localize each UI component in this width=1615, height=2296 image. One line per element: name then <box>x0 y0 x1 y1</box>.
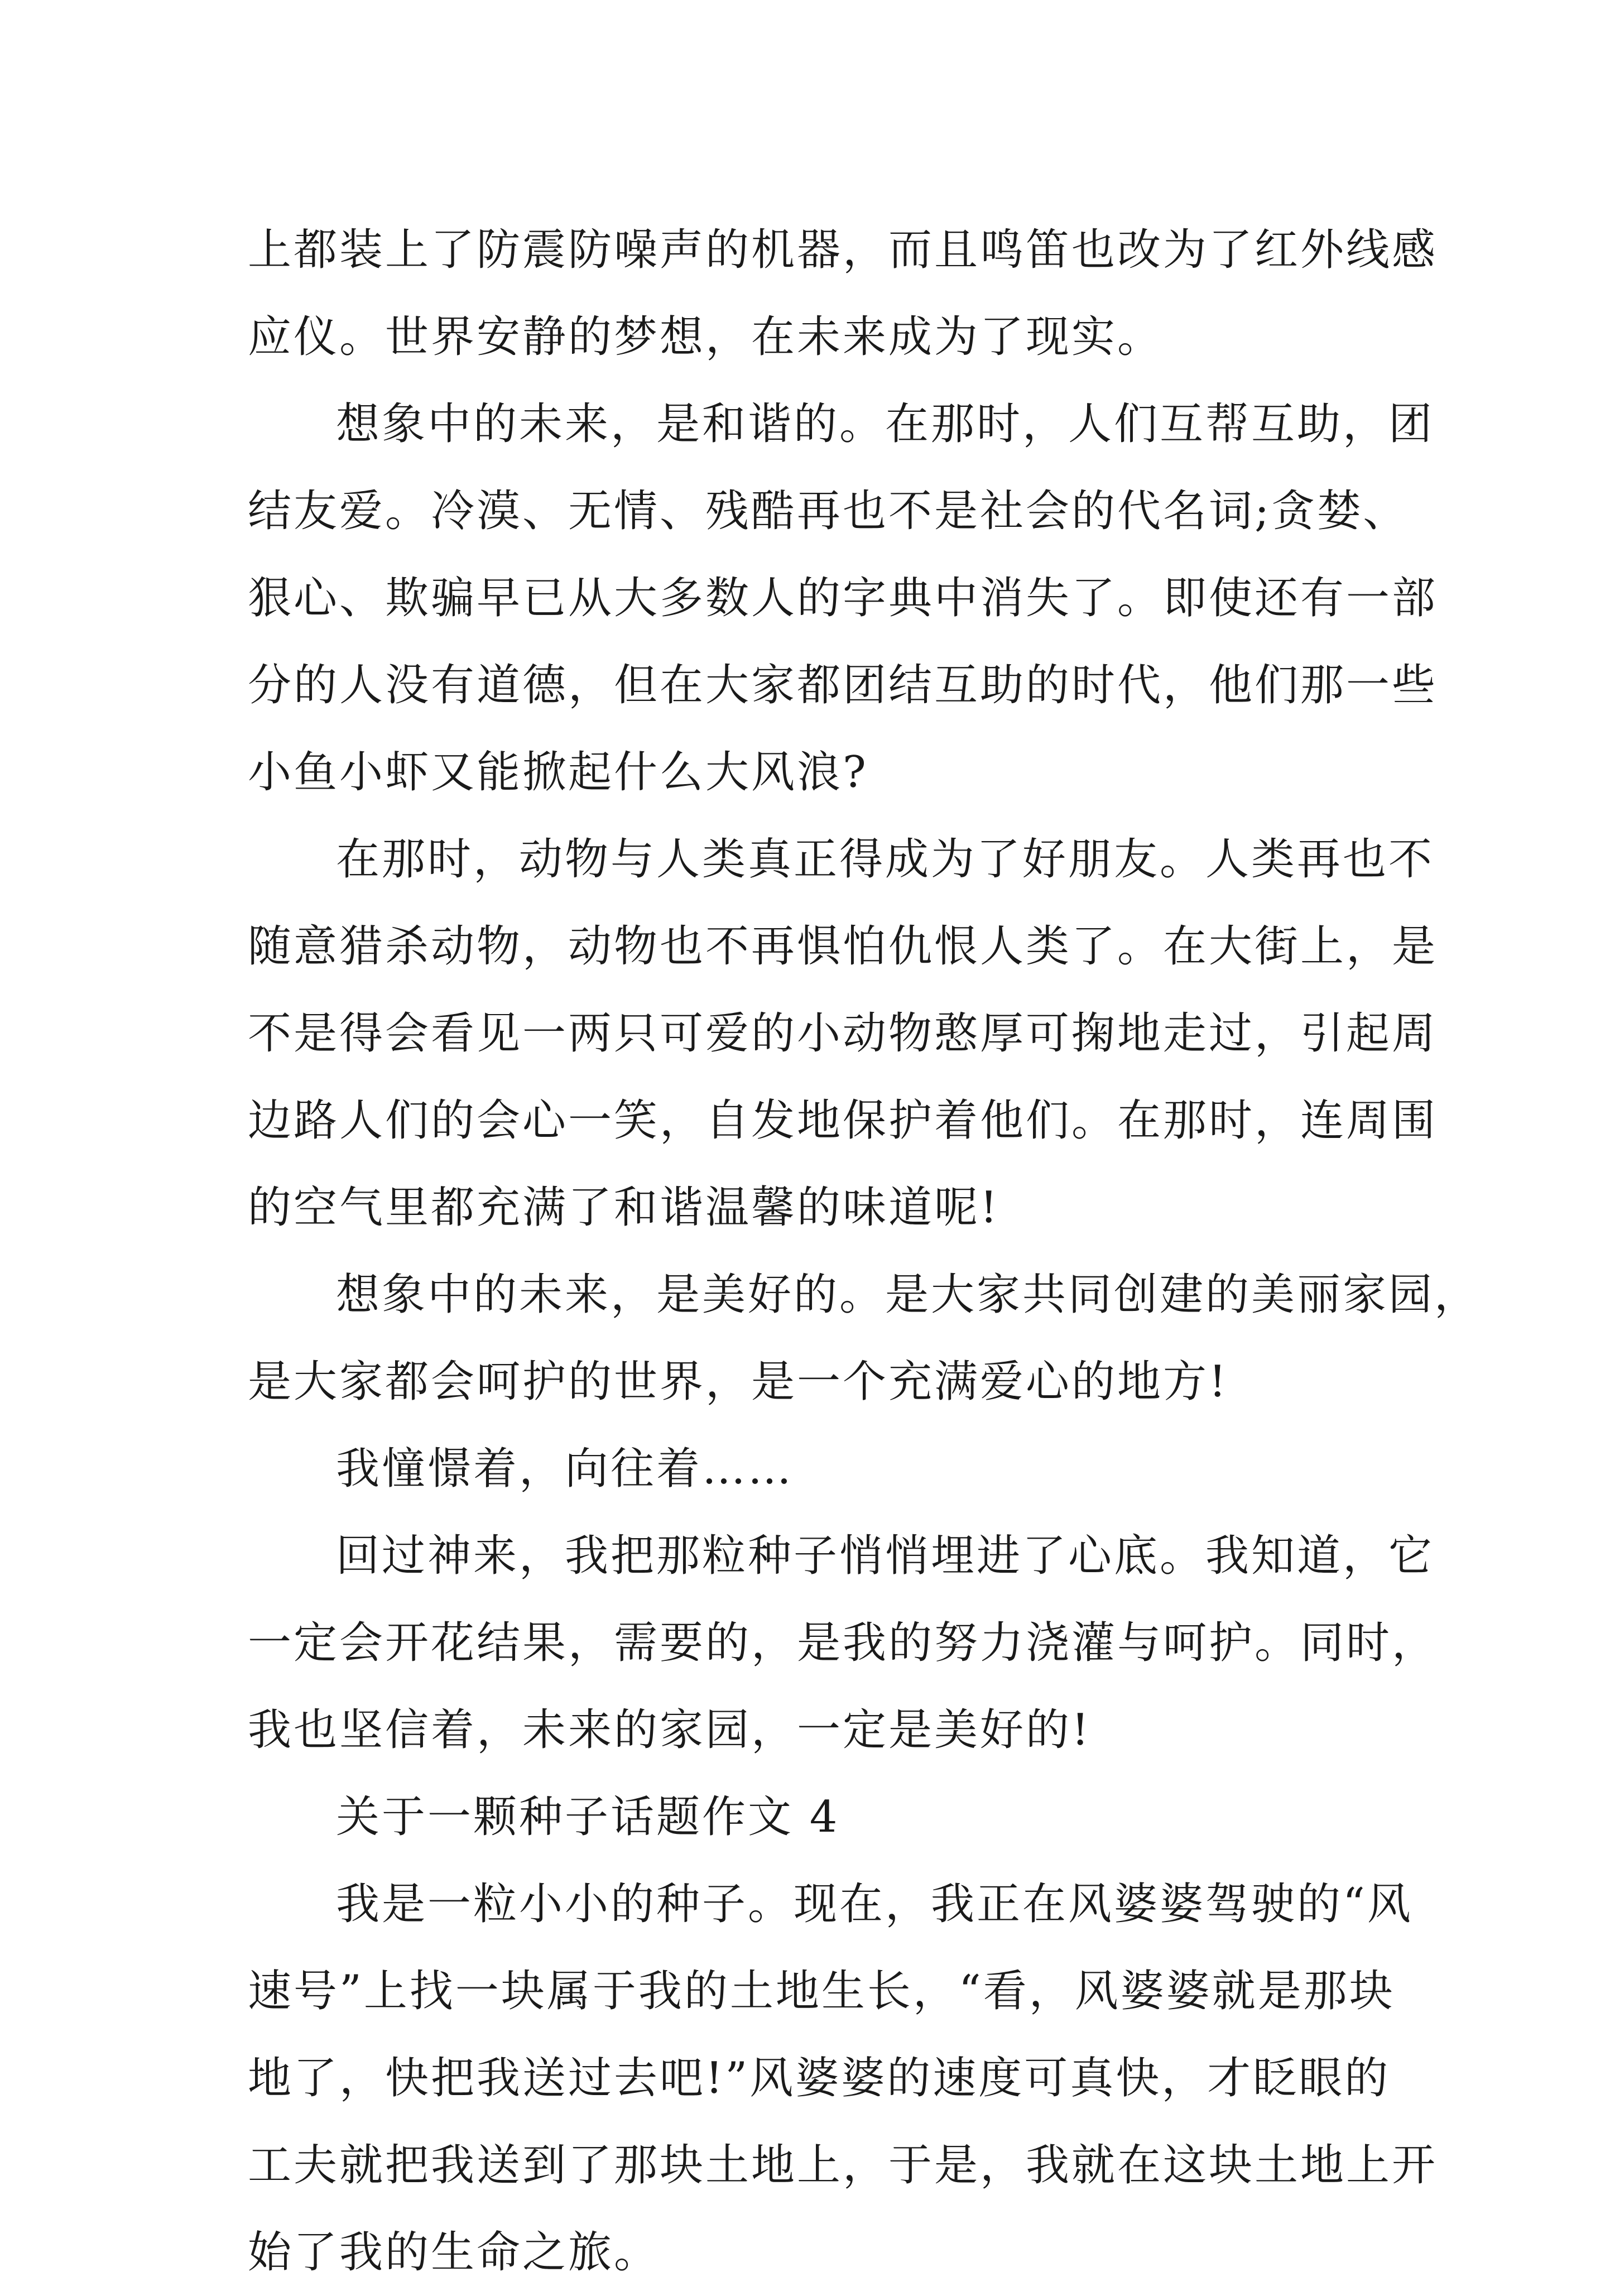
text-line: 狠心、欺骗早已从大多数人的字典中消失了。即使还有一部 <box>248 573 1438 623</box>
text-line: 分的人没有道德，但在大家都团结互助的时代，他们那一些 <box>248 660 1438 710</box>
text-line: 一定会开花结果，需要的，是我的努力浇灌与呵护。同时， <box>248 1618 1438 1668</box>
text-line: 上都装上了防震防噪声的机器，而且鸣笛也改为了红外线感 <box>248 225 1438 275</box>
text-line: 地了，快把我送过去吧!”风婆婆的速度可真快，才眨眼的 <box>248 2053 1391 2103</box>
paragraph-start-line: 回过神来，我把那粒种子悄悄埋进了心底。我知道，它 <box>336 1531 1435 1581</box>
paragraph-start-line: 在那时，动物与人类真正得成为了好朋友。人类再也不 <box>336 834 1435 885</box>
text-line: 边路人们的会心一笑，自发地保护着他们。在那时，连周围 <box>248 1096 1438 1146</box>
text-line: 我也坚信着，未来的家园，一定是美好的! <box>248 1705 1092 1755</box>
text-line: 不是得会看见一两只可爱的小动物憨厚可掬地走过，引起周 <box>248 1008 1438 1059</box>
text-line: 速号”上找一块属于我的土地生长，“看，风婆婆就是那块 <box>248 1966 1395 2016</box>
text-line: 工夫就把我送到了那块土地上，于是，我就在这块土地上开 <box>248 2140 1438 2191</box>
text-line: 应仪。世界安静的梦想，在未来成为了现实。 <box>248 312 1164 362</box>
section-heading: 关于一颗种子话题作文 4 <box>336 1792 840 1842</box>
text-line: 的空气里都充满了和谐温馨的味道呢! <box>248 1183 1000 1233</box>
paragraph-start-line: 想象中的未来，是美好的。是大家共同创建的美丽家园， <box>336 1270 1481 1320</box>
paragraph-start-line: 我是一粒小小的种子。现在，我正在风婆婆驾驶的“风 <box>336 1879 1413 1929</box>
text-line: 始了我的生命之旅。 <box>248 2227 660 2278</box>
essay-body <box>248 206 1481 2296</box>
text-line: 随意猎杀动物，动物也不再惧怕仇恨人类了。在大街上，是 <box>248 921 1438 972</box>
paragraph-start-line: 我憧憬着，向往着…… <box>336 1444 794 1494</box>
text-line: 小鱼小虾又能掀起什么大风浪? <box>248 747 868 798</box>
text-line: 结友爱。冷漠、无情、残酷再也不是社会的代名词;贪婪、 <box>248 486 1409 536</box>
paragraph-start-line: 想象中的未来，是和谐的。在那时，人们互帮互助，团 <box>336 399 1435 449</box>
text-line: 是大家都会呵护的世界，是一个充满爱心的地方! <box>248 1357 1229 1407</box>
